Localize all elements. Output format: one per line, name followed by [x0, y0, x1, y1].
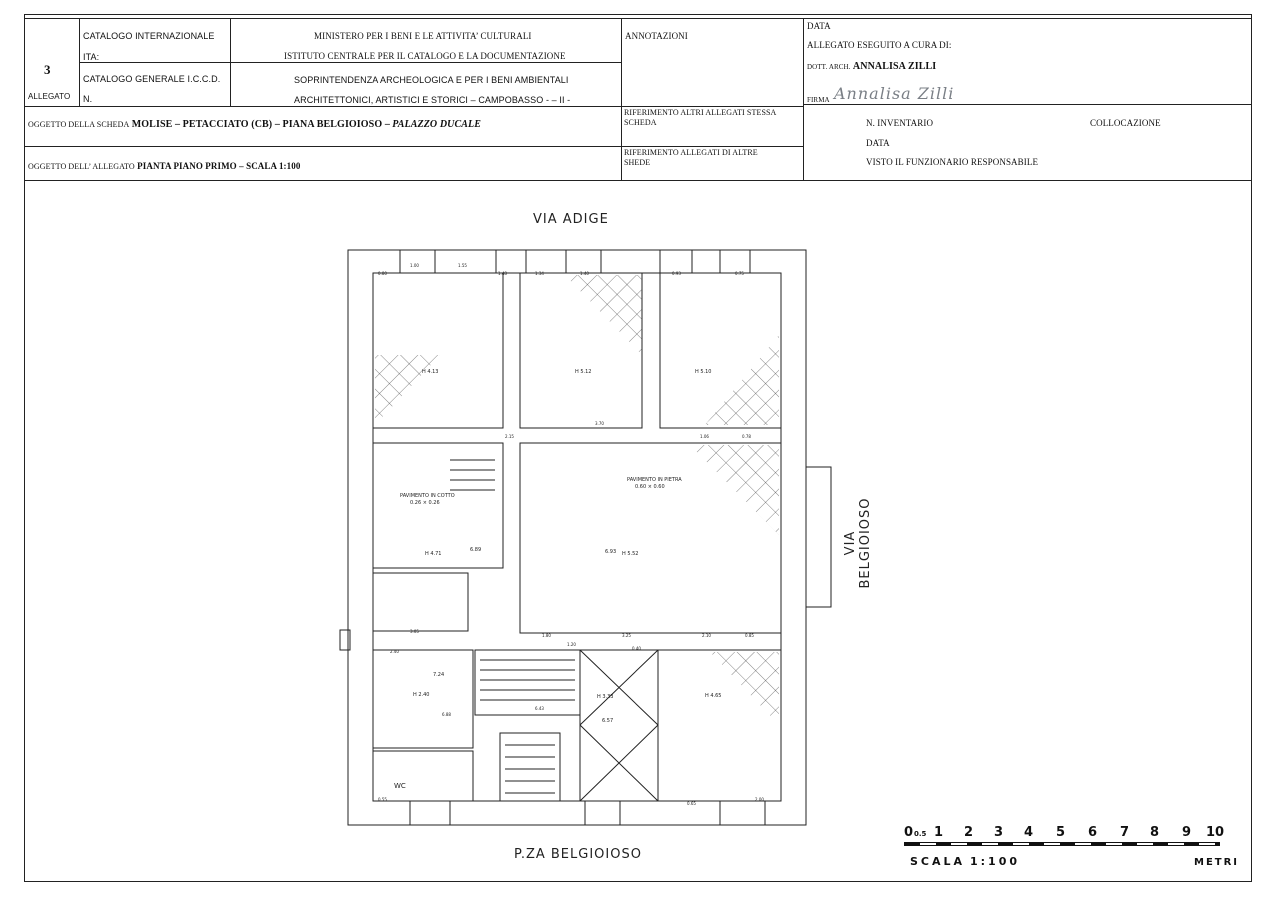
floor-plan-drawing [330, 205, 850, 845]
riferimento-stessa-2: SCHEDA [624, 118, 657, 127]
label-pavimento-pietra-dim: 0.60 × 0.60 [635, 484, 665, 490]
dimension-label: 3.70 [595, 421, 604, 426]
dimension-label: 2.10 [702, 633, 711, 638]
scale-tick-label: 8 [1150, 825, 1160, 840]
dimension-label: 0.65 [687, 801, 696, 806]
level-mark: 7.24 [433, 672, 445, 678]
dimension-label: 1.34 [535, 271, 544, 276]
room-corridor-west [373, 573, 468, 631]
annotazioni: ANNOTAZIONI [625, 31, 688, 41]
landing [580, 650, 658, 801]
height-label: H 3.33 [597, 694, 614, 700]
scale-tick-label: 6 [1088, 825, 1098, 840]
catalogo-generale: CATALOGO GENERALE I.C.C.D. [83, 74, 221, 84]
dimension-label: 6.43 [535, 706, 544, 711]
soprintendenza-2: ARCHITETTONICI, ARTISTICI E STORICI – CAMPOBASSO - – II - [294, 95, 571, 105]
scale-bar-graphic [904, 842, 1220, 846]
catalog-form-header [24, 18, 1252, 181]
author-name: ANNALISA ZILLI [852, 61, 937, 72]
dimension-label: 0.78 [742, 434, 751, 439]
dimension-label: 1.06 [700, 434, 709, 439]
soprintendenza-1: SOPRINTENDENZA ARCHEOLOGICA E PER I BENI AMBIENTALI [294, 75, 569, 85]
dimension-label: 1.40 [580, 271, 589, 276]
label-pavimento-pietra: PAVIMENTO IN PIETRA [627, 477, 682, 483]
data-label: DATA [807, 21, 831, 31]
height-label: H 4.71 [425, 551, 442, 557]
scale-tick-label: 3 [994, 825, 1004, 840]
oggetto-scheda-label: OGGETTO DELLA SCHEDA [28, 120, 130, 129]
scale-tick-label: 0 [904, 825, 914, 840]
signature: Annalisa Zilli [834, 84, 955, 103]
street-via-adige: VIA ADIGE [533, 212, 609, 227]
scale-tick-label: 2 [964, 825, 974, 840]
allegato-cura: ALLEGATO ESEGUITO A CURA DI: [807, 40, 952, 50]
istituto: ISTITUTO CENTRALE PER IL CATALOGO E LA DOCUMENTAZIONE [284, 51, 566, 61]
scale-tick-label: 7 [1120, 825, 1130, 840]
scale-tick-label: 10 [1206, 825, 1225, 840]
stair-lower [500, 733, 560, 801]
dott-arch: DOTT. ARCH. [807, 63, 851, 71]
height-label: H 5.52 [622, 551, 639, 557]
height-label: H 4.65 [705, 693, 722, 699]
collocazione: COLLOCAZIONE [1090, 118, 1161, 128]
oggetto-scheda-value: MOLISE – PETACCIATO (CB) – PIANA BELGIOIOSO – [131, 119, 390, 130]
scale-ticks [900, 822, 1225, 842]
street-piazza-belgioioso: P.ZA BELGIOIOSO [514, 847, 642, 862]
allegato-number: 3 [44, 62, 51, 77]
oggetto-allegato-label: OGGETTO DELL’ ALLEGATO [28, 162, 135, 171]
dimension-label: 0.93 [672, 271, 681, 276]
level-mark: 6.93 [605, 549, 617, 555]
data-2: DATA [866, 138, 890, 148]
inner-wall [373, 273, 781, 801]
dimension-label: 1.48 [498, 271, 507, 276]
scale-label: SCALA [910, 855, 966, 868]
dimension-label: 3.25 [622, 633, 631, 638]
n-inventario: N. INVENTARIO [866, 118, 934, 128]
room-south-west [373, 650, 473, 748]
label-pavimento-cotto: PAVIMENTO IN COTTO [400, 493, 455, 499]
dimension-label: 2.15 [505, 434, 514, 439]
dimension-label: 1.80 [542, 633, 551, 638]
ita-label: ITA: [83, 52, 100, 62]
dimension-label: 1.00 [410, 263, 419, 268]
ministero: MINISTERO PER I BENI E LE ATTIVITA’ CULTURALI [314, 31, 532, 41]
visto-funzionario: VISTO IL FUNZIONARIO RESPONSABILE [866, 157, 1039, 167]
n-label: N. [83, 94, 93, 104]
room-wc [373, 751, 473, 801]
dimension-label: 1.20 [567, 642, 576, 647]
level-mark: 6.89 [470, 547, 482, 553]
scale-tick-label: 9 [1182, 825, 1192, 840]
height-label: H 4.13 [422, 369, 439, 375]
scale-tick-label: 0.5 [914, 830, 927, 838]
dimension-label: 2.40 [390, 649, 399, 654]
oggetto-scheda-italic: PALAZZO DUCALE [392, 119, 481, 130]
allegato-label: ALLEGATO [28, 92, 71, 101]
oggetto-allegato-value: PIANTA PIANO PRIMO – SCALA 1:100 [137, 161, 301, 171]
riferimento-stessa-1: RIFERIMENTO ALTRI ALLEGATI STESSA [624, 108, 777, 117]
street-via-belgioioso: VIA BELGIOIOSO [843, 497, 873, 589]
dimension-label: 2.00 [755, 797, 764, 802]
scale-unit: METRI [1194, 857, 1240, 868]
scale-tick-label: 4 [1024, 825, 1034, 840]
dimension-label: 0.85 [745, 633, 754, 638]
scale-tick-label: 5 [1056, 825, 1066, 840]
height-label: H 5.10 [695, 369, 712, 375]
riferimento-altre-1: RIFERIMENTO ALLEGATI DI ALTRE [624, 148, 758, 157]
scale-tick-label: 1 [934, 825, 944, 840]
dimension-label: 3.05 [410, 629, 419, 634]
scale-ratio: 1:100 [970, 855, 1021, 868]
firma-label: FIRMA [807, 96, 830, 104]
scale-bar [900, 822, 1240, 872]
height-label: H 5.12 [575, 369, 592, 375]
level-mark: 6.57 [602, 718, 614, 724]
riferimento-altre-2: SHEDE [624, 158, 651, 167]
dimension-label: 0.75 [735, 271, 744, 276]
dimension-label: 0.40 [632, 646, 641, 651]
height-label: H 2.40 [413, 692, 430, 698]
dimension-label: 0.80 [378, 271, 387, 276]
dimension-label: 1.55 [458, 263, 467, 268]
catalogo-internazionale: CATALOGO INTERNAZIONALE [83, 31, 215, 41]
outer-wall [348, 250, 806, 825]
label-pavimento-cotto-dim: 0.26 × 0.26 [410, 500, 440, 506]
label-wc: WC [394, 782, 406, 790]
dimension-label: 6.88 [442, 712, 451, 717]
dimension-label: 0.55 [378, 797, 387, 802]
